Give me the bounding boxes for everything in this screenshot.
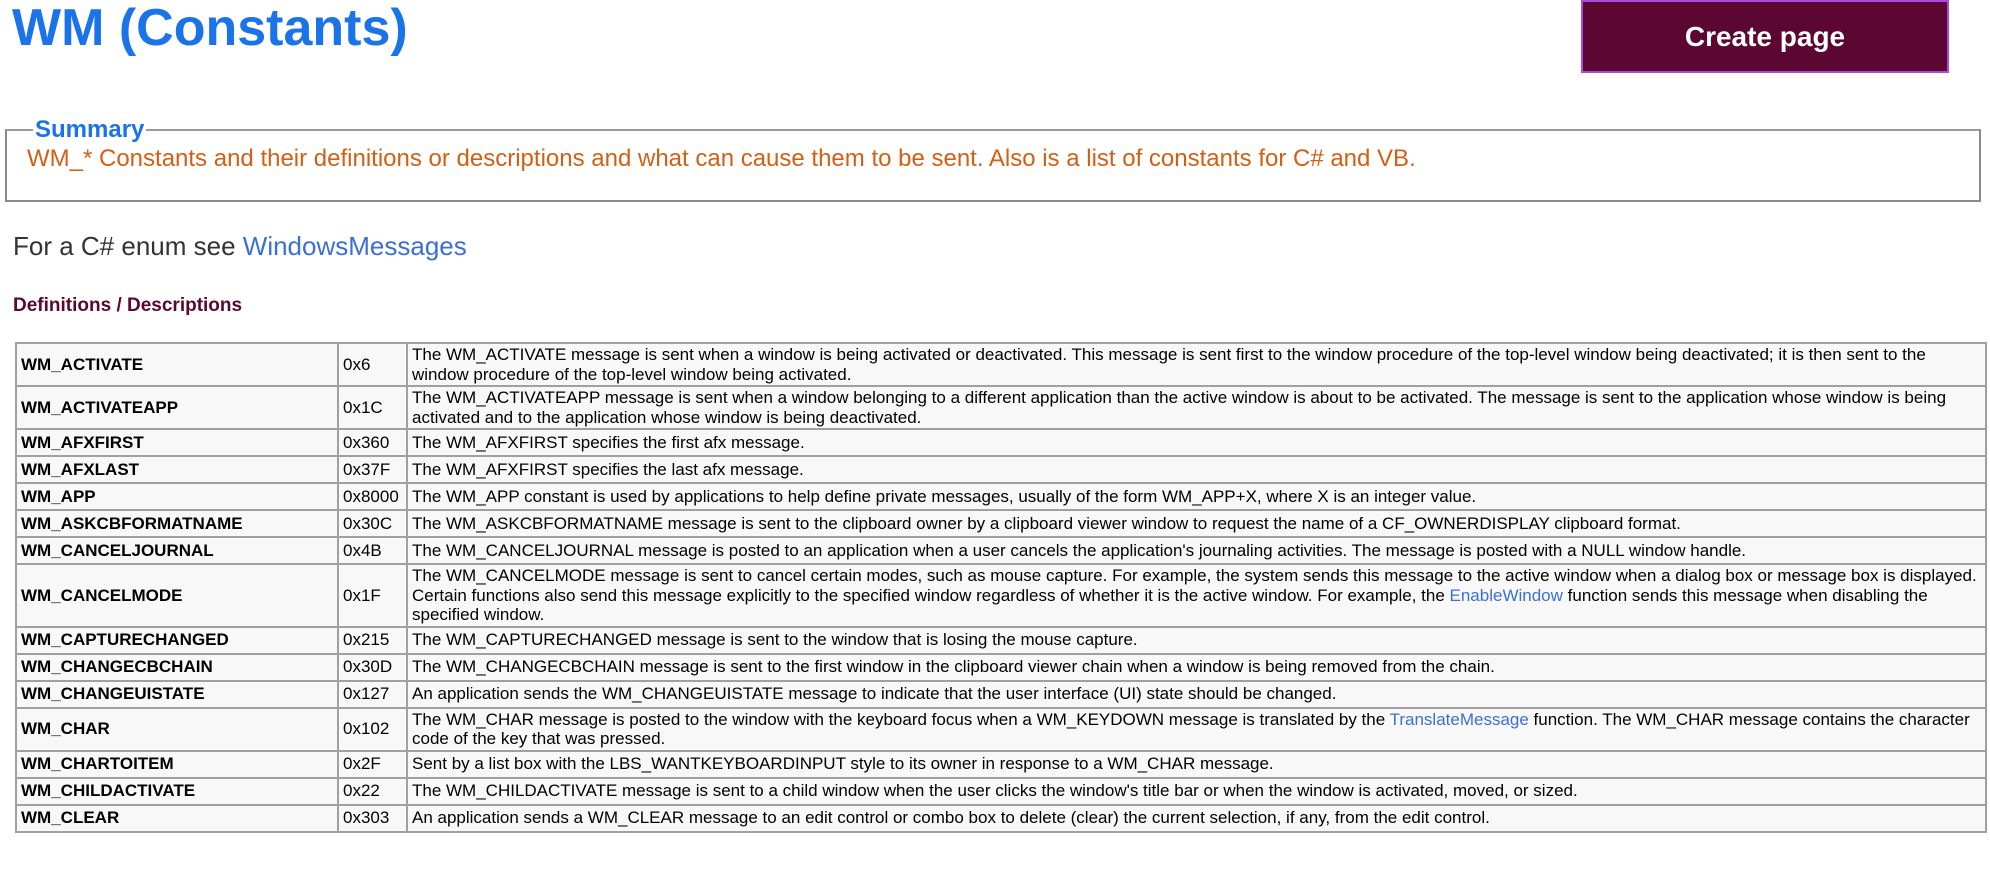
constant-value: 0x30C xyxy=(338,510,407,537)
description-link[interactable]: TranslateMessage xyxy=(1389,709,1529,729)
constant-value: 0x6 xyxy=(338,343,407,386)
description-text: function sends this message when disabling the specified window. xyxy=(412,585,1928,624)
table-row xyxy=(16,537,1986,564)
section-heading: Definitions / Descriptions xyxy=(13,295,243,316)
create-page-button[interactable]: Create page xyxy=(1581,0,1949,73)
constant-name: WM_CHANGEUISTATE xyxy=(16,681,338,708)
constant-name: WM_CHARTOITEM xyxy=(16,751,338,778)
constant-description: An application sends a WM_CLEAR message to an edit control or combo box to delete (clear) the current selection, if any, from the edit control. xyxy=(407,805,1986,832)
enum-reference-prefix: For a C# enum see xyxy=(13,231,243,261)
table-row xyxy=(16,510,1986,537)
constant-description: The WM_AFXFIRST specifies the first afx message. xyxy=(407,429,1986,456)
table-row xyxy=(16,627,1986,654)
constant-description: Sent by a list box with the LBS_WANTKEYBOARDINPUT style to its owner in response to a WM_CHAR message. xyxy=(407,751,1986,778)
constant-value: 0x127 xyxy=(338,681,407,708)
constant-name: WM_CLEAR xyxy=(16,805,338,832)
constant-description: The WM_CAPTURECHANGED message is sent to the window that is losing the mouse capture. xyxy=(407,627,1986,654)
constant-value: 0x360 xyxy=(338,429,407,456)
constant-value: 0x1C xyxy=(338,386,407,429)
description-text: The WM_CHAR message is posted to the window with the keyboard focus when a WM_KEYDOWN message is translated by the xyxy=(412,709,1390,729)
constant-name: WM_ASKCBFORMATNAME xyxy=(16,510,338,537)
summary-text: WM_* Constants and their definitions or descriptions and what can cause them to be sent. Also is a list of constants for C# and VB. xyxy=(27,145,1416,172)
table-row xyxy=(16,386,1986,429)
constant-description: The WM_APP constant is used by applications to help define private messages, usually of the form WM_APP+X, where X is an integer value. xyxy=(407,483,1986,510)
table-row xyxy=(16,751,1986,778)
constant-description: The WM_CHILDACTIVATE message is sent to a child window when the user clicks the window's title bar or when the window is activated, moved, or sized. xyxy=(407,778,1986,805)
table-row xyxy=(16,654,1986,681)
constant-value: 0x215 xyxy=(338,627,407,654)
constant-description xyxy=(407,564,1986,627)
enum-reference xyxy=(13,230,467,262)
constant-name: WM_ACTIVATE xyxy=(16,343,338,386)
description-text: The WM_CANCELMODE message is sent to cancel certain modes, such as mouse capture. For example, the system sends this message to the active window when a dialog box or message box is displayed. Certain functions also send this message explicitly to the specified window regardless of whether it is the active window. For example, the xyxy=(412,566,1977,605)
constant-name: WM_CAPTURECHANGED xyxy=(16,627,338,654)
constant-name: WM_CANCELMODE xyxy=(16,564,338,627)
constant-name: WM_AFXLAST xyxy=(16,456,338,483)
constant-value: 0x102 xyxy=(338,708,407,751)
table-row xyxy=(16,805,1986,832)
description-text: function. The WM_CHAR message contains the character code of the key that was pressed. xyxy=(412,709,1970,748)
constant-value: 0x37F xyxy=(338,456,407,483)
constant-description: The WM_CHANGECBCHAIN message is sent to the first window in the clipboard viewer chain when a window is being removed from the chain. xyxy=(407,654,1986,681)
constant-description: The WM_ASKCBFORMATNAME message is sent to the clipboard owner by a clipboard viewer window to request the name of a CF_OWNERDISPLAY clipboard format. xyxy=(407,510,1986,537)
constant-description: The WM_ACTIVATEAPP message is sent when a window belonging to a different application than the active window is about to be activated. The message is sent to the application whose window is being activated and to the application whose window is being deactivated. xyxy=(407,386,1986,429)
constant-value: 0x2F xyxy=(338,751,407,778)
summary-legend: Summary xyxy=(35,116,145,143)
constant-description: An application sends the WM_CHANGEUISTATE message to indicate that the user interface (UI) state should be changed. xyxy=(407,681,1986,708)
constant-description: The WM_CANCELJOURNAL message is posted to an application when a user cancels the application's journaling activities. The message is posted with a NULL window handle. xyxy=(407,537,1986,564)
constant-name: WM_APP xyxy=(16,483,338,510)
constant-value: 0x8000 xyxy=(338,483,407,510)
constant-name: WM_ACTIVATEAPP xyxy=(16,386,338,429)
constant-value: 0x4B xyxy=(338,537,407,564)
constant-value: 0x303 xyxy=(338,805,407,832)
constant-value: 0x22 xyxy=(338,778,407,805)
constant-description: The WM_ACTIVATE message is sent when a window is being activated or deactivated. This message is sent first to the window procedure of the top-level window being deactivated; it is then sent to the window procedure of the top-level window being activated. xyxy=(407,343,1986,386)
constant-name: WM_CHANGECBCHAIN xyxy=(16,654,338,681)
table-row xyxy=(16,483,1986,510)
constant-description: The WM_AFXFIRST specifies the last afx message. xyxy=(407,456,1986,483)
table-row xyxy=(16,708,1986,751)
table-row xyxy=(16,681,1986,708)
constant-value: 0x1F xyxy=(338,564,407,627)
constant-value: 0x30D xyxy=(338,654,407,681)
table-row xyxy=(16,778,1986,805)
table-row xyxy=(16,456,1986,483)
constant-name: WM_CHILDACTIVATE xyxy=(16,778,338,805)
constant-name: WM_CANCELJOURNAL xyxy=(16,537,338,564)
description-link[interactable]: EnableWindow xyxy=(1449,585,1563,605)
constant-name: WM_AFXFIRST xyxy=(16,429,338,456)
table-row xyxy=(16,429,1986,456)
constant-name: WM_CHAR xyxy=(16,708,338,751)
page-title: WM (Constants) xyxy=(12,0,408,57)
definitions-table xyxy=(15,342,1987,833)
table-row xyxy=(16,343,1986,386)
constant-description xyxy=(407,708,1986,751)
summary-box xyxy=(5,116,1981,202)
table-row xyxy=(16,564,1986,627)
windows-messages-link[interactable]: WindowsMessages xyxy=(242,231,467,261)
